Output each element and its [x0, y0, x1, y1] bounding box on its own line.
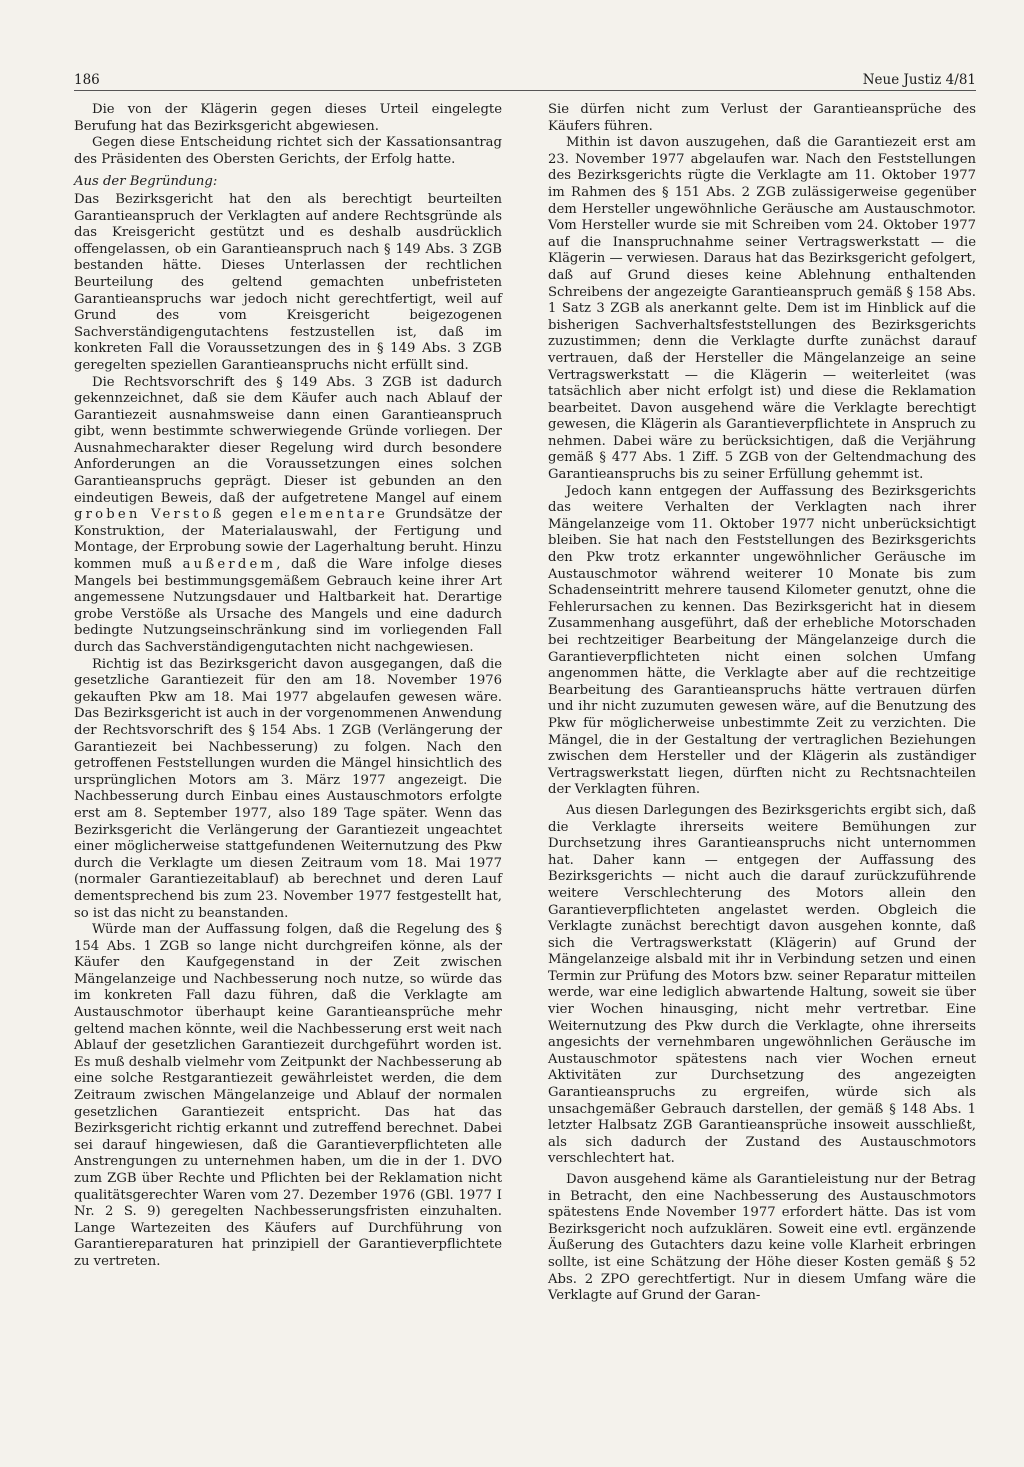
- emphasis-text: elementare: [280, 507, 389, 523]
- paragraph: Richtig ist das Bezirksgericht davon ausgegangen, daß die gesetzliche Garantiezeit für den am 18. November 1976 gekauften Pkw am 18. Mai 1977 abgelaufen gewesen wäre. Das Bezirksgericht ist auch in der vorgenommenen Anwendung der Rechtsvorschrift des § 154 Abs. 1 ZGB (Verlängerung der Garantiezeit bei Nachbesserung) zu folgen. Nach den getroffenen Feststellungen wurden die Mängel hinsichtlich des ursprünglichen Motors am 3. März 1977 angezeigt. Die Nachbesserung durch Einbau eines Austauschmotors erfolgte erst am 8. September 1977, also 189 Tage später. Wenn das Bezirksgericht die Verlängerung der Garantiezeit ungeachtet einer möglicherweise stattgefundenen Weiternutzung des Pkw durch die Verklagte um diesen Zeitraum vom 18. Mai 1977 (normaler Garantiezeitablauf) ab berechnet und deren Lauf dementsprechend bis zum 23. November 1977 festgestellt hat, so ist das nicht zu beanstanden.: [74, 656, 502, 921]
- paragraph: Aus diesen Darlegungen des Bezirksgerichts ergibt sich, daß die Verklagte ihrerseits weitere Bemühungen zur Durchsetzung ihres Garantieanspruchs nicht unternommen hat. Daher kann — entgegen der Auffassung des Bezirksgerichts — nicht auch die darauf zurückzuführende weitere Verschlechterung des Motors allein den Garantieverpflichteten angelastet werden. Obgleich die Verklagte zunächst berechtigt davon ausgehen konnte, daß sich die Vertragswerkstatt (Klägerin) auf Grund der Mängelanzeige alsbald mit ihr in Verbindung setzen und einen Termin zur Prüfung des Motors bzw. seiner Reparatur mitteilen werde, war eine lediglich abwartende Haltung, soweit sie über vier Wochen hinausging, nicht mehr vertretbar. Eine Weiternutzung des Pkw durch die Verklagte, ohne ihrerseits angesichts der vernehmbaren ungewöhnlichen Geräusche im Austauschmotor spätestens nach vier Wochen erneut Aktivitäten zur Durchsetzung des angezeigten Garantieanspruchs zu ergreifen, würde sich als unsachgemäßer Gebrauch darstellen, der gemäß § 148 Abs. 1 letzter Halbsatz ZGB Garantieansprüche insoweit ausschließt, als sich dadurch der Zustand des Austauschmotors verschlechtert hat.: [548, 802, 976, 1167]
- page-header: [74, 66, 976, 91]
- journal-issue: Neue Justiz 4/81: [862, 72, 976, 88]
- paragraph: Die Rechtsvorschrift des § 149 Abs. 3 ZGB ist dadurch gekennzeichnet, daß sie dem Käufer auch nach Ablauf der Garantiezeit ausnahmsweise dann einen Garantieanspruch gibt, wenn bestimmte schwerwiegende Gründe vorliegen. Der Ausnahmecharakter dieser Regelung wird durch besondere Anforderungen an die Voraussetzungen eines solchen Garantieanspruchs geprägt. Dieser ist gebunden an den eindeutigen Beweis, daß der aufgetretene Mangel auf einem groben Verstoß gegen elementare Grundsätze der Konstruktion, der Materialauswahl, der Fertigung und Montage, der Erprobung sowie der Lagerhaltung beruht. Hinzu kommen muß außerdem, daß die Ware infolge dieses Mangels bei bestimmungsgemäßem Gebrauch keine ihrer Art angemessene Nutzungsdauer und Haltbarkeit hat. Derartige grobe Verstöße als Ursache des Mangels und eine dadurch bedingte Nutzungseinschränkung sind im vorliegenden Fall durch das Sachverständigengutachten nicht nachgewiesen.: [74, 374, 502, 655]
- paragraph: Würde man der Auffassung folgen, daß die Regelung des § 154 Abs. 1 ZGB so lange nicht durchgreifen könne, als der Käufer den Kaufgegenstand in der Zeit zwischen Mängelanzeige und Nachbesserung noch nutze, so würde das im konkreten Fall dazu führen, daß die Verklagte am Austauschmotor überhaupt keine Garantieansprüche mehr geltend machen könnte, weil die Nachbesserung erst weit nach Ablauf der gesetzlichen Garantiezeit durchgeführt worden ist. Es muß deshalb vielmehr vom Zeitpunkt der Nachbesserung ab eine solche Restgarantiezeit gewährleistet werden, die dem Zeitraum zwischen Mängelanzeige und Ablauf der normalen gesetzlichen Garantiezeit entspricht. Das hat das Bezirksgericht richtig erkannt und zutreffend berechnet. Dabei sei darauf hingewiesen, daß die Garantieverpflichteten alle Anstrengungen zu unternehmen haben, um die in der 1. DVO zum ZGB über Rechte und Pflichten bei der Reklamation nicht qualitätsgerechter Waren vom 27. Dezember 1976 (GBl. 1977 I Nr. 2 S. 9) geregelten Nachbesserungsfristen einzuhalten. Lange Wartezeiten des Käufers auf Durchführung von Garantiereparaturen hat prinzipiell der Garantieverpflichtete zu vertreten.: [74, 922, 502, 1269]
- paragraph: Das Bezirksgericht hat den als berechtigt beurteilten Garantieanspruch der Verklagten auf andere Rechtsgründe als das Kreisgericht gestützt und es deshalb ausdrücklich offengelassen, ob ein Garantieanspruch nach § 149 Abs. 3 ZGB bestanden hätte. Dieses Unterlassen der rechtlichen Beurteilung des geltend gemachten unbefristeten Garantieanspruchs war jedoch nicht gerechtfertigt, weil auf Grund des vom Kreisgericht beigezogenen Sachverständigengutachtens festzustellen ist, daß im konkreten Fall die Voraussetzungen des in § 149 Abs. 3 ZGB geregelten speziellen Garantieanspruchs nicht erfüllt sind.: [74, 191, 502, 373]
- emphasis-text: außerdem: [182, 557, 277, 573]
- paragraph: Jedoch kann entgegen der Auffassung des Bezirksgerichts das weitere Verhalten der Verklagten nach ihrer Mängelanzeige vom 11. Oktober 1977 nicht unberücksichtigt bleiben. Sie hat nach den Feststellungen des Bezirksgerichts den Pkw trotz erkannter ungewöhnlicher Geräusche im Austauschmotor während weiterer 10 Monate bis zum Schadenseintritt mehrere tausend Kilometer genutzt, ohne die Fehlerursachen zu kennen. Das Bezirksgericht hat in diesem Zusammenhang ausgeführt, daß der erhebliche Motorschaden bei rechtzeitiger Bearbeitung der Mängelanzeige durch die Garantieverpflichteten nicht einen solchen Umfang angenommen hätte, die Verklagte aber auf die rechtzeitige Bearbeitung des Garantieanspruchs hätte vertrauen dürfen und ihr nicht zuzumuten gewesen wäre, auf die Benutzung des Pkw für möglicherweise unbestimmte Zeit zu verzichten. Die Mängel, die in der Gestaltung der vertraglichen Beziehungen zwischen dem Hersteller und der Klägerin als zuständiger Vertragswerkstatt liegen, dürften nicht zu Rechtsnachteilen der Verklagten führen.: [548, 483, 976, 798]
- paragraph: Mithin ist davon auszugehen, daß die Garantiezeit erst am 23. November 1977 abgelaufen war. Nach den Feststellungen des Bezirksgerichts rügte die Verklagte am 11. Oktober 1977 im Rahmen des § 151 Abs. 2 ZGB zulässigerweise gegenüber dem Hersteller ungewöhnliche Geräusche am Austauschmotor. Vom Hersteller wurde sie mit Schreiben vom 24. Oktober 1977 auf die Inanspruchnahme seiner Vertragswerkstatt — die Klägerin — verwiesen. Daraus hat das Bezirksgericht gefolgert, daß auf Grund dieses keine Ablehnung enthaltenden Schreibens der angezeigte Garantieanspruch gemäß § 158 Abs. 1 Satz 3 ZGB als anerkannt gelte. Dem ist im Hinblick auf die bisherigen Sachverhaltsfeststellungen des Bezirksgerichts zuzustimmen; denn die Verklagte durfte zunächst darauf vertrauen, daß der Hersteller die Mängelanzeige an seine Vertragswerkstatt — die Klägerin — weiterleitet (was tatsächlich aber nicht erfolgt ist) und diese die Reklamation bearbeitet. Davon ausgehend wäre die Verklagte berechtigt gewesen, die Klägerin als Garantieverpflichtete in Anspruch zu nehmen. Dabei wäre zu berücksichtigen, daß die Verjährung gemäß § 477 Abs. 1 Ziff. 5 ZGB von der Geltendmachung des Garantieanspruchs bis zu seiner Erfüllung gehemmt ist.: [548, 135, 976, 483]
- paragraph: Die von der Klägerin gegen dieses Urteil eingelegte Berufung hat das Bezirksgericht abgewiesen.: [74, 102, 502, 134]
- section-heading: Aus der Begründung:: [74, 174, 218, 190]
- left-column: [74, 102, 502, 1305]
- text-columns: [74, 102, 976, 1305]
- emphasis-text: groben Verstoß: [74, 507, 225, 523]
- right-column: [548, 102, 976, 1305]
- paragraph: Gegen diese Entscheidung richtet sich der Kassationsantrag des Präsidenten des Obersten Gerichts, der Erfolg hatte.: [74, 135, 502, 167]
- paragraph: Davon ausgehend käme als Garantieleistung nur der Betrag in Betracht, den eine Nachbesserung des Austauschmotors spätestens Ende November 1977 erfordert hätte. Das ist vom Bezirksgericht noch aufzuklären. Soweit eine evtl. ergänzende Äußerung des Gutachters dazu keine volle Klarheit erbringen sollte, ist eine Schätzung der Höhe dieser Kosten gemäß § 52 Abs. 2 ZPO gerechtfertigt. Nur in diesem Umfang wäre die Verklagte auf Grund der Garan-: [548, 1172, 976, 1304]
- paragraph: Sie dürfen nicht zum Verlust der Garantieansprüche des Käufers führen.: [548, 102, 976, 134]
- page-number: 186: [74, 72, 100, 88]
